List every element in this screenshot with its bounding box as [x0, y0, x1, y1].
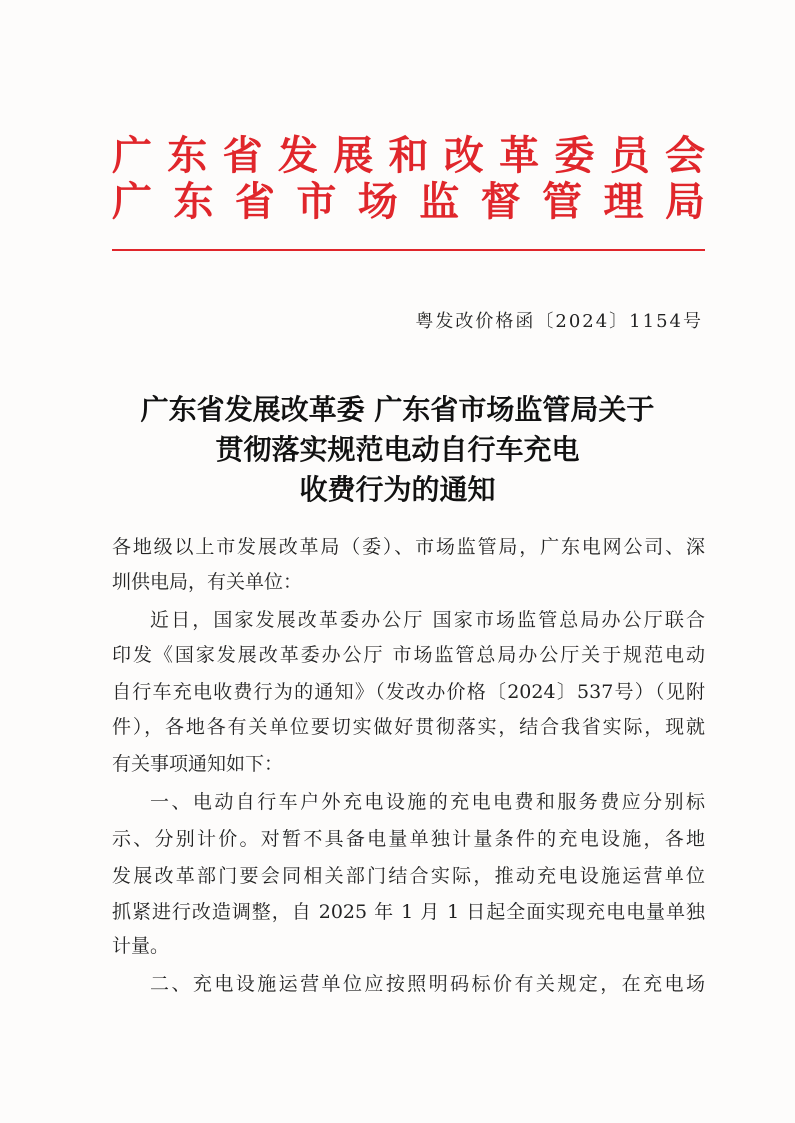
body-line: 二、充电设施运营单位应按照明码标价有关规定，在充电场 [150, 973, 705, 995]
body-line: 自行车充电收费行为的通知》（发改办价格〔2024〕537号）（见附 [112, 681, 705, 703]
document-number: 粤发改价格函〔2024〕1154号 [415, 311, 703, 332]
body-line: 发展改革部门要会同相关部门结合实际，推动充电设施运营单位 [112, 865, 705, 887]
red-header-rule [112, 249, 705, 251]
body-line: 圳供电局，有关单位： [112, 571, 303, 593]
issuer-name-1: 广东省发展和改革委员会 [112, 132, 705, 179]
body-line: 件），各地各有关单位要切实做好贯彻落实，结合我省实际，现就 [112, 716, 705, 738]
title-line: 收费行为的通知 [299, 473, 496, 506]
body-line: 有关事项通知如下： [112, 753, 284, 775]
body-line: 示、分别计价。对暂不具备电量单独计量条件的充电设施，各地 [112, 828, 705, 850]
body-line: 近日，国家发展改革委办公厅 国家市场监管总局办公厅联合 [150, 609, 705, 631]
title-line: 贯彻落实规范电动自行车充电 [215, 433, 580, 466]
document-title [0, 390, 795, 510]
body-line: 印发《国家发展改革委办公厅 市场监管总局办公厅关于规范电动 [112, 644, 705, 666]
body-line: 计量。 [112, 935, 170, 957]
body-line: 一、电动自行车户外充电设施的充电电费和服务费应分别标 [150, 791, 705, 813]
body-line: 各地级以上市发展改革局（委）、市场监管局，广东电网公司、深 [112, 536, 705, 558]
issuer-name-2: 广东省市场监督管理局 [112, 178, 705, 225]
body-line: 抓紧进行改造调整，自 2025 年 1 月 1 日起全面实现充电电量单独 [112, 901, 705, 923]
title-line: 广东省发展改革委 广东省市场监管局关于 [140, 393, 655, 426]
